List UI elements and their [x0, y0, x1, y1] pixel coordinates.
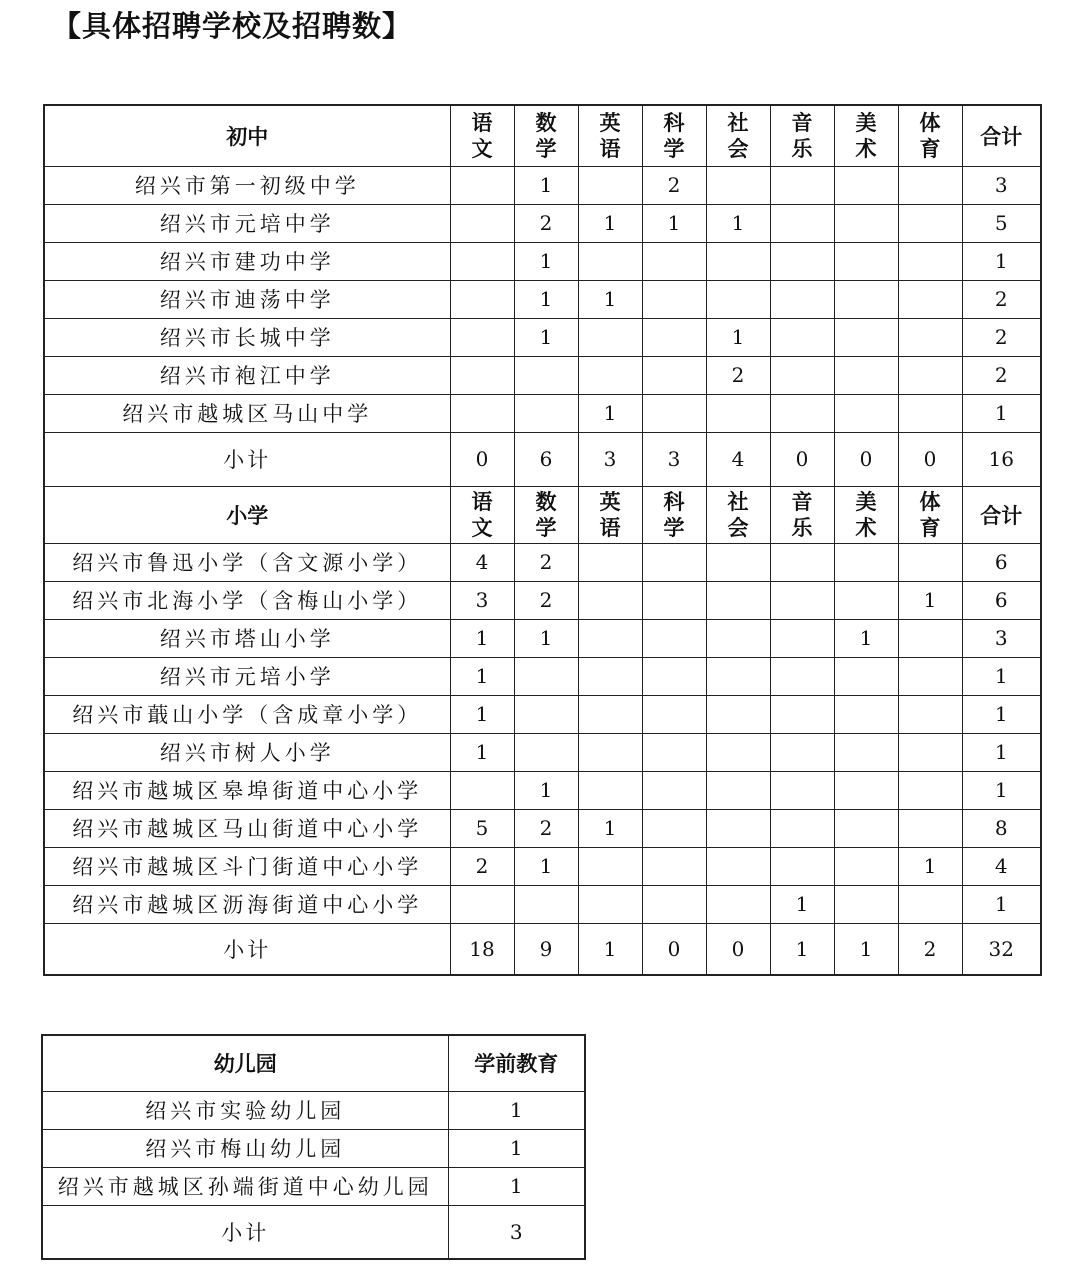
count-cell: 2: [514, 809, 578, 847]
row-total-cell: 1: [962, 771, 1041, 809]
count-cell: [898, 543, 962, 581]
school-name: 绍兴市袍江中学: [44, 356, 450, 394]
count-cell: 1: [514, 771, 578, 809]
subtotal-label: 小计: [44, 432, 450, 486]
count-cell: 2: [514, 581, 578, 619]
count-cell: [450, 280, 514, 318]
count-cell: [706, 885, 770, 923]
count-cell: [898, 657, 962, 695]
count-cell: [578, 657, 642, 695]
count-cell: [706, 847, 770, 885]
count-cell: [642, 847, 706, 885]
count-cell: 5: [450, 809, 514, 847]
subject-label: 体育: [919, 489, 941, 540]
subject-header: [770, 486, 834, 543]
subtotal-cell: 9: [514, 923, 578, 975]
subject-label: 数学: [535, 489, 557, 540]
count-cell: [642, 733, 706, 771]
subtotal-cell: 3: [448, 1205, 585, 1259]
count-cell: 3: [450, 581, 514, 619]
count-cell: [834, 280, 898, 318]
subject-header: [770, 105, 834, 166]
kindergarten-name: 绍兴市越城区孙端街道中心幼儿园: [42, 1167, 448, 1205]
count-cell: 2: [514, 543, 578, 581]
count-cell: [834, 885, 898, 923]
count-cell: [706, 771, 770, 809]
count-cell: [834, 771, 898, 809]
subject-label: 英语: [599, 489, 621, 540]
count-cell: [706, 657, 770, 695]
middle-subtotal-row: [44, 432, 1041, 486]
subject-header: [898, 486, 962, 543]
count-cell: [770, 695, 834, 733]
count-cell: [642, 318, 706, 356]
count-cell: 1: [642, 204, 706, 242]
count-cell: [898, 242, 962, 280]
school-name: 绍兴市越城区皋埠街道中心小学: [44, 771, 450, 809]
kindergarten-row: [42, 1129, 585, 1167]
count-cell: [770, 657, 834, 695]
count-cell: [514, 657, 578, 695]
school-row: [44, 809, 1041, 847]
count-cell: 1: [450, 695, 514, 733]
count-cell: [450, 166, 514, 204]
subtotal-label: 小计: [42, 1205, 448, 1259]
count-cell: 1: [706, 318, 770, 356]
count-cell: [834, 394, 898, 432]
count-cell: [578, 733, 642, 771]
subtotal-cell: 1: [770, 923, 834, 975]
count-cell: 1: [578, 394, 642, 432]
count-cell: [898, 204, 962, 242]
count-cell: [898, 280, 962, 318]
count-cell: [578, 695, 642, 733]
count-cell: 1: [450, 657, 514, 695]
count-cell: [642, 581, 706, 619]
count-cell: 1: [448, 1091, 585, 1129]
count-cell: [450, 394, 514, 432]
count-cell: [578, 885, 642, 923]
total-header: 合计: [962, 105, 1041, 166]
count-cell: [770, 280, 834, 318]
primary-subtotal-row: [44, 923, 1041, 975]
row-total-cell: 3: [962, 166, 1041, 204]
subtotal-cell: 3: [578, 432, 642, 486]
subtotal-cell: 6: [514, 432, 578, 486]
preschool-education-header: 学前教育: [448, 1035, 585, 1091]
count-cell: [706, 619, 770, 657]
school-name: 绍兴市树人小学: [44, 733, 450, 771]
subject-label: 社会: [727, 489, 749, 540]
count-cell: [770, 318, 834, 356]
subtotal-total-cell: 16: [962, 432, 1041, 486]
count-cell: [834, 318, 898, 356]
count-cell: 1: [448, 1129, 585, 1167]
count-cell: 1: [514, 280, 578, 318]
count-cell: 4: [450, 543, 514, 581]
count-cell: [898, 394, 962, 432]
count-cell: [770, 166, 834, 204]
count-cell: [834, 356, 898, 394]
row-total-cell: 4: [962, 847, 1041, 885]
count-cell: [450, 771, 514, 809]
count-cell: [706, 543, 770, 581]
count-cell: [642, 619, 706, 657]
row-total-cell: 1: [962, 657, 1041, 695]
count-cell: [514, 695, 578, 733]
count-cell: 1: [448, 1167, 585, 1205]
count-cell: [898, 885, 962, 923]
count-cell: [770, 809, 834, 847]
count-cell: 1: [514, 619, 578, 657]
count-cell: [770, 771, 834, 809]
count-cell: [706, 733, 770, 771]
count-cell: [898, 733, 962, 771]
subject-label: 科学: [663, 489, 685, 540]
count-cell: [770, 204, 834, 242]
kindergarten-recruitment-table: [41, 1034, 586, 1260]
count-cell: [834, 242, 898, 280]
count-cell: [578, 543, 642, 581]
subtotal-cell: 2: [898, 923, 962, 975]
count-cell: [642, 885, 706, 923]
school-name: 绍兴市第一初级中学: [44, 166, 450, 204]
school-row: [44, 166, 1041, 204]
kindergarten-header: 幼儿园: [42, 1035, 448, 1091]
subtotal-cell: 0: [706, 923, 770, 975]
school-row: [44, 280, 1041, 318]
count-cell: 1: [514, 847, 578, 885]
count-cell: [642, 394, 706, 432]
middle-header-row: [44, 105, 1041, 166]
count-cell: 2: [514, 204, 578, 242]
count-cell: [578, 166, 642, 204]
count-cell: 1: [834, 619, 898, 657]
count-cell: 1: [706, 204, 770, 242]
count-cell: [898, 166, 962, 204]
subtotal-cell: 0: [834, 432, 898, 486]
count-cell: [770, 733, 834, 771]
count-cell: [578, 318, 642, 356]
kindergarten-header-row: [42, 1035, 585, 1091]
subtotal-cell: 18: [450, 923, 514, 975]
count-cell: 2: [450, 847, 514, 885]
subject-header: [450, 486, 514, 543]
school-name: 绍兴市元培小学: [44, 657, 450, 695]
count-cell: [770, 619, 834, 657]
count-cell: [834, 733, 898, 771]
count-cell: [706, 280, 770, 318]
school-row: [44, 543, 1041, 581]
school-row: [44, 885, 1041, 923]
subject-label: 英语: [599, 110, 621, 161]
count-cell: [514, 733, 578, 771]
count-cell: [834, 809, 898, 847]
count-cell: [706, 695, 770, 733]
subtotal-cell: 0: [450, 432, 514, 486]
school-row: [44, 733, 1041, 771]
count-cell: [450, 242, 514, 280]
count-cell: [450, 204, 514, 242]
subtotal-cell: 4: [706, 432, 770, 486]
subject-header: [450, 105, 514, 166]
count-cell: [450, 318, 514, 356]
subtotal-cell: 0: [770, 432, 834, 486]
count-cell: 1: [898, 847, 962, 885]
page-title: 【具体招聘学校及招聘数】: [52, 9, 413, 43]
subject-label: 科学: [663, 110, 685, 161]
count-cell: 1: [578, 809, 642, 847]
count-cell: 1: [514, 318, 578, 356]
school-name: 绍兴市北海小学（含梅山小学）: [44, 581, 450, 619]
count-cell: [898, 695, 962, 733]
count-cell: [770, 242, 834, 280]
count-cell: [770, 356, 834, 394]
count-cell: [834, 543, 898, 581]
count-cell: [642, 543, 706, 581]
school-name: 绍兴市塔山小学: [44, 619, 450, 657]
subject-label: 音乐: [791, 489, 813, 540]
school-row: [44, 657, 1041, 695]
count-cell: [642, 657, 706, 695]
subject-label: 社会: [727, 110, 749, 161]
count-cell: [834, 204, 898, 242]
row-total-cell: 1: [962, 394, 1041, 432]
count-cell: [578, 847, 642, 885]
count-cell: 1: [514, 242, 578, 280]
count-cell: 2: [706, 356, 770, 394]
count-cell: [578, 771, 642, 809]
count-cell: [898, 771, 962, 809]
count-cell: [706, 394, 770, 432]
count-cell: [642, 242, 706, 280]
school-row: [44, 695, 1041, 733]
subtotal-cell: 3: [642, 432, 706, 486]
subject-header: [642, 486, 706, 543]
subject-header: [834, 105, 898, 166]
count-cell: [642, 356, 706, 394]
school-row: [44, 356, 1041, 394]
count-cell: [834, 695, 898, 733]
subject-header: [514, 105, 578, 166]
row-total-cell: 6: [962, 581, 1041, 619]
subject-label: 语文: [471, 110, 493, 161]
row-total-cell: 1: [962, 242, 1041, 280]
subject-header: [706, 486, 770, 543]
count-cell: [642, 280, 706, 318]
subject-header: [898, 105, 962, 166]
middle-school-header: 初中: [44, 105, 450, 166]
subtotal-cell: 0: [898, 432, 962, 486]
count-cell: [770, 543, 834, 581]
row-total-cell: 1: [962, 885, 1041, 923]
school-row: [44, 847, 1041, 885]
count-cell: [770, 847, 834, 885]
count-cell: 1: [578, 204, 642, 242]
subject-label: 美术: [855, 110, 877, 161]
subject-header: [578, 105, 642, 166]
school-row: [44, 581, 1041, 619]
row-total-cell: 2: [962, 280, 1041, 318]
count-cell: [578, 242, 642, 280]
subject-label: 音乐: [791, 110, 813, 161]
subtotal-cell: 0: [642, 923, 706, 975]
kindergarten-name: 绍兴市实验幼儿园: [42, 1091, 448, 1129]
count-cell: [514, 885, 578, 923]
school-row: [44, 242, 1041, 280]
row-total-cell: 1: [962, 695, 1041, 733]
school-name: 绍兴市越城区马山街道中心小学: [44, 809, 450, 847]
primary-header-row: [44, 486, 1041, 543]
subject-header: [706, 105, 770, 166]
subject-label: 数学: [535, 110, 557, 161]
school-row: [44, 771, 1041, 809]
count-cell: [706, 242, 770, 280]
count-cell: 2: [642, 166, 706, 204]
subject-header: [514, 486, 578, 543]
count-cell: [706, 809, 770, 847]
school-name: 绍兴市迪荡中学: [44, 280, 450, 318]
count-cell: [578, 581, 642, 619]
count-cell: [514, 356, 578, 394]
count-cell: 1: [450, 733, 514, 771]
count-cell: [834, 847, 898, 885]
school-row: [44, 394, 1041, 432]
subtotal-cell: 1: [834, 923, 898, 975]
middle-primary-recruitment-table: [43, 104, 1042, 976]
row-total-cell: 2: [962, 318, 1041, 356]
count-cell: [578, 619, 642, 657]
kindergarten-subtotal-row: [42, 1205, 585, 1259]
count-cell: [450, 885, 514, 923]
count-cell: [706, 581, 770, 619]
subject-header: [578, 486, 642, 543]
school-row: [44, 318, 1041, 356]
count-cell: [834, 657, 898, 695]
count-cell: 1: [898, 581, 962, 619]
row-total-cell: 1: [962, 733, 1041, 771]
count-cell: [898, 318, 962, 356]
subject-label: 语文: [471, 489, 493, 540]
row-total-cell: 3: [962, 619, 1041, 657]
total-header: 合计: [962, 486, 1041, 543]
subject-label: 美术: [855, 489, 877, 540]
school-name: 绍兴市蕺山小学（含成章小学）: [44, 695, 450, 733]
school-name: 绍兴市建功中学: [44, 242, 450, 280]
count-cell: [834, 166, 898, 204]
subject-label: 体育: [919, 110, 941, 161]
school-name: 绍兴市长城中学: [44, 318, 450, 356]
count-cell: [578, 356, 642, 394]
count-cell: [834, 581, 898, 619]
school-name: 绍兴市越城区马山中学: [44, 394, 450, 432]
school-row: [44, 204, 1041, 242]
count-cell: 1: [578, 280, 642, 318]
count-cell: [642, 695, 706, 733]
subject-header: [834, 486, 898, 543]
row-total-cell: 6: [962, 543, 1041, 581]
row-total-cell: 2: [962, 356, 1041, 394]
kindergarten-row: [42, 1091, 585, 1129]
count-cell: [450, 356, 514, 394]
count-cell: [706, 166, 770, 204]
subject-header: [642, 105, 706, 166]
count-cell: [770, 581, 834, 619]
count-cell: 1: [514, 166, 578, 204]
count-cell: [898, 356, 962, 394]
school-name: 绍兴市越城区斗门街道中心小学: [44, 847, 450, 885]
count-cell: [898, 619, 962, 657]
primary-school-header: 小学: [44, 486, 450, 543]
school-name: 绍兴市鲁迅小学（含文源小学）: [44, 543, 450, 581]
count-cell: [770, 394, 834, 432]
count-cell: [642, 771, 706, 809]
kindergarten-name: 绍兴市梅山幼儿园: [42, 1129, 448, 1167]
school-name: 绍兴市越城区沥海街道中心小学: [44, 885, 450, 923]
school-name: 绍兴市元培中学: [44, 204, 450, 242]
row-total-cell: 5: [962, 204, 1041, 242]
count-cell: 1: [450, 619, 514, 657]
count-cell: [514, 394, 578, 432]
count-cell: [642, 809, 706, 847]
row-total-cell: 8: [962, 809, 1041, 847]
count-cell: 1: [770, 885, 834, 923]
subtotal-total-cell: 32: [962, 923, 1041, 975]
subtotal-label: 小计: [44, 923, 450, 975]
school-row: [44, 619, 1041, 657]
count-cell: [898, 809, 962, 847]
subtotal-cell: 1: [578, 923, 642, 975]
kindergarten-row: [42, 1167, 585, 1205]
